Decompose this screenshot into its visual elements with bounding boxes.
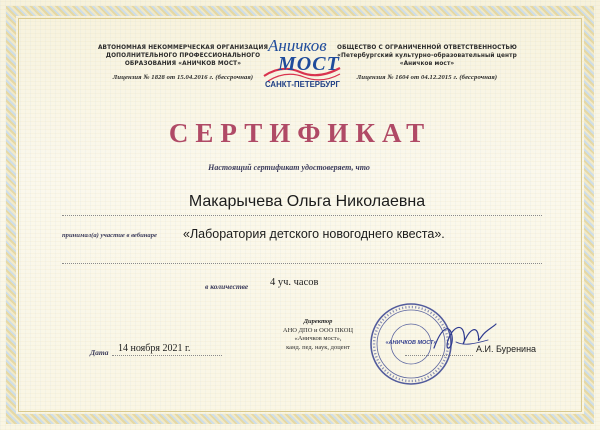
left-organization-license: Лицензия № 1828 от 15.04.2016 г. (бессрочная) xyxy=(112,74,254,81)
webinar-title: «Лаборатория детского новогоднего квеста». xyxy=(183,227,445,241)
director-org-line2: «Аничков мост», xyxy=(294,335,342,342)
left-organization-name: АВТОНОМНАЯ НЕКОММЕРЧЕСКАЯ ОРГАНИЗАЦИЯ ДОПОЛНИТЕЛЬНОГО ПРОФЕССИОНАЛЬНОГО ОБРАЗОВАНИЯ «АНИЧКОВ МОСТ» xyxy=(97,45,269,67)
stamp-text: «АНИЧКОВ МОСТ» xyxy=(385,340,437,346)
date-value: 14 ноября 2021 г. xyxy=(118,343,191,354)
director-degree: канд. пед. наук, доцент xyxy=(286,343,350,351)
director-block xyxy=(268,318,368,352)
logo-word-most: МОСТ xyxy=(278,53,340,75)
quantity-label: в количестве xyxy=(205,282,249,291)
recipient-name: Макарычева Ольга Николаевна xyxy=(188,193,426,210)
certificate-title: СЕРТИФИКАТ xyxy=(168,118,432,148)
director-org-line1: АНО ДПО и ООО ПКОЦ xyxy=(282,326,354,334)
logo-word-anichkov: Аничков xyxy=(268,36,327,55)
date-underline xyxy=(112,355,222,356)
signer-name: А.И. Буренина xyxy=(476,344,537,354)
director-title: Директор xyxy=(303,318,333,325)
date-label: Дата xyxy=(90,348,109,357)
anichkov-most-logo xyxy=(262,36,342,98)
webinar-underline xyxy=(62,263,542,264)
logo-city: САНКТ-ПЕТЕРБУРГ xyxy=(265,80,340,89)
right-organization xyxy=(332,44,522,82)
right-organization-name: ОБЩЕСТВО С ОГРАНИЧЕННОЙ ОТВЕТСТВЕННОСТЬЮ «Петербургский культурно-образовательный центр «Аничков мост» xyxy=(337,45,517,67)
participation-label: принимал(а) участие в вебинаре xyxy=(62,232,157,239)
quantity-value: 4 уч. часов xyxy=(270,277,319,288)
left-organization xyxy=(88,44,278,82)
name-underline xyxy=(62,215,542,216)
right-organization-license: Лицензия № 1604 от 04.12.2015 г. (бессрочная) xyxy=(356,74,498,81)
certificate-intro: Настоящий сертификат удостоверяет, что xyxy=(208,163,370,172)
signature-underline xyxy=(405,355,473,356)
